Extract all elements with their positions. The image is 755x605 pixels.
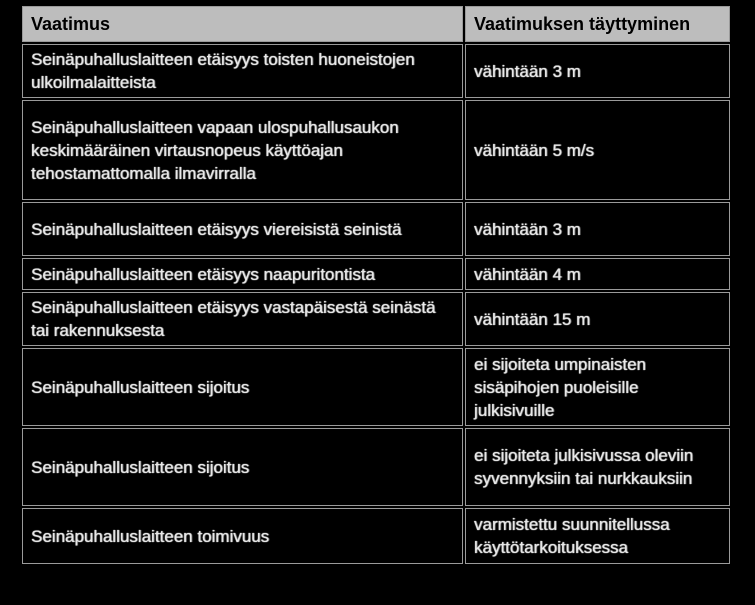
header-requirement: Vaatimus: [22, 6, 463, 42]
requirement-cell: Seinäpuhalluslaitteen etäisyys viereisistä seinistä: [22, 202, 463, 256]
fulfillment-cell: vähintään 3 m: [465, 44, 730, 98]
fulfillment-cell: ei sijoiteta julkisivussa oleviin syvennyksiin tai nurkkauksiin: [465, 428, 730, 506]
table-header-row: [22, 6, 730, 42]
header-fulfillment: Vaatimuksen täyttyminen: [465, 6, 730, 42]
table-row: [22, 292, 730, 346]
table-row: [22, 508, 730, 564]
fulfillment-cell: vähintään 3 m: [465, 202, 730, 256]
requirements-table: [20, 4, 732, 566]
requirement-cell: Seinäpuhalluslaitteen toimivuus: [22, 508, 463, 564]
table-row: [22, 100, 730, 200]
table-row: [22, 348, 730, 426]
fulfillment-cell: varmistettu suunnitellussa käyttötarkoituksessa: [465, 508, 730, 564]
requirement-cell: Seinäpuhalluslaitteen etäisyys toisten huoneistojen ulkoilmalaitteista: [22, 44, 463, 98]
table-row: [22, 44, 730, 98]
table-row: [22, 202, 730, 256]
fulfillment-cell: ei sijoiteta umpinaisten sisäpihojen puoleisille julkisivuille: [465, 348, 730, 426]
requirement-cell: Seinäpuhalluslaitteen sijoitus: [22, 348, 463, 426]
fulfillment-cell: vähintään 15 m: [465, 292, 730, 346]
requirement-cell: Seinäpuhalluslaitteen sijoitus: [22, 428, 463, 506]
table-row: [22, 258, 730, 290]
requirement-cell: Seinäpuhalluslaitteen vapaan ulospuhallusaukon keskimääräinen virtausnopeus käyttöajan tehostamattomalla ilmavirralla: [22, 100, 463, 200]
fulfillment-cell: vähintään 4 m: [465, 258, 730, 290]
requirement-cell: Seinäpuhalluslaitteen etäisyys vastapäisestä seinästä tai rakennuksesta: [22, 292, 463, 346]
fulfillment-cell: vähintään 5 m/s: [465, 100, 730, 200]
table-row: [22, 428, 730, 506]
requirement-cell: Seinäpuhalluslaitteen etäisyys naapuritontista: [22, 258, 463, 290]
